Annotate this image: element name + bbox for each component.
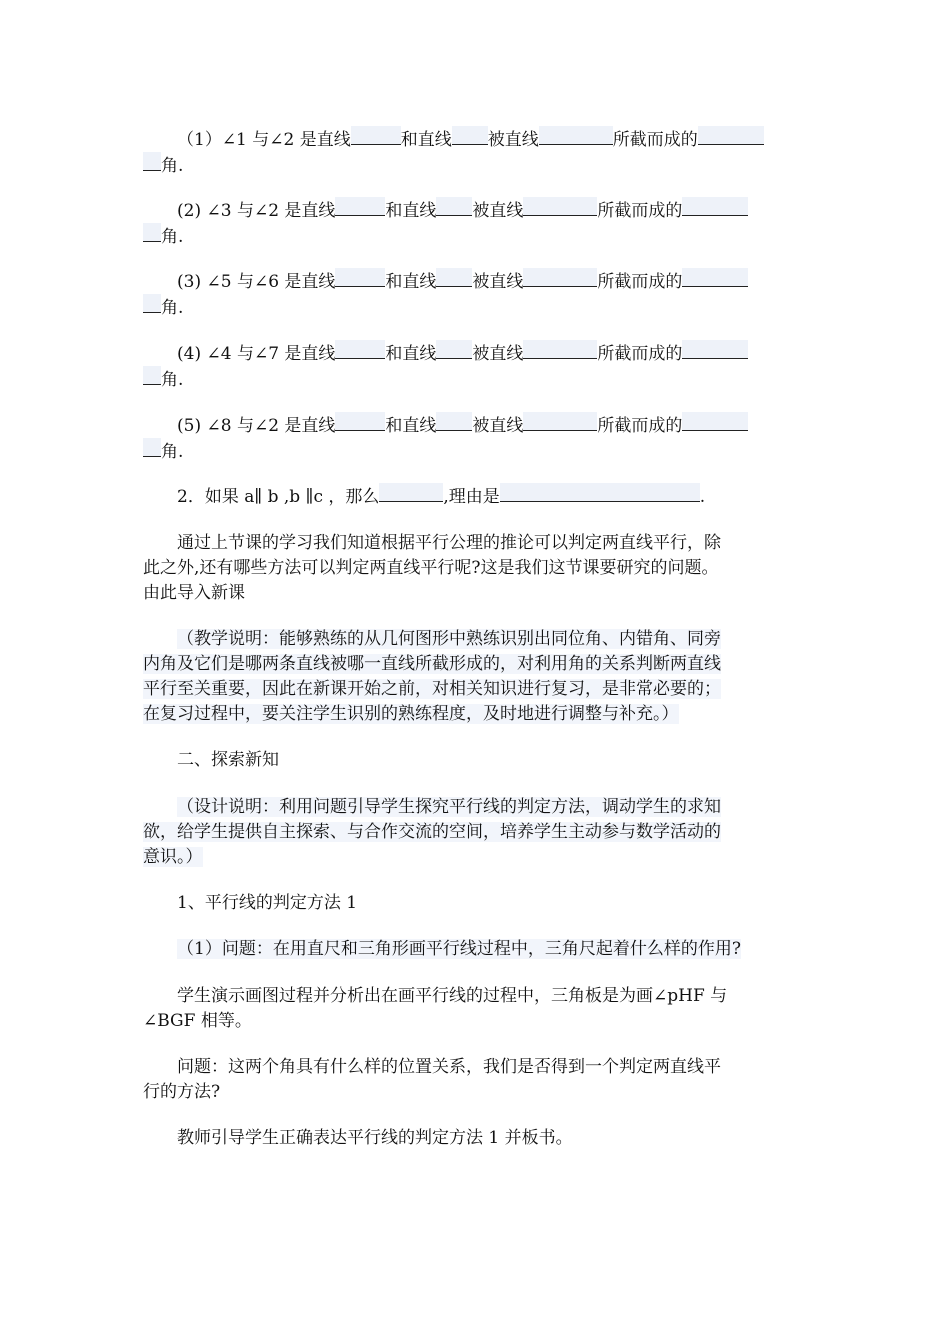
blank[interactable] [143, 152, 161, 171]
question-text: 角. [161, 298, 184, 318]
question-text: 和直线 [385, 416, 437, 436]
design-note-line-2 [143, 820, 803, 845]
blank[interactable] [682, 268, 748, 287]
question-text: 和直线 [385, 201, 437, 221]
design-note-text: （设计说明：利用问题引导学生探究平行线的判定方法，调动学生的求知 [177, 797, 721, 817]
blank[interactable] [500, 483, 700, 502]
ruler-question-text: （1）问题：在用直尺和三角形画平行线过程中，三角尺起着什么样的作用? [177, 939, 741, 959]
question-5 [143, 412, 837, 439]
blank[interactable] [143, 294, 161, 313]
question-text: 被直线 [472, 416, 524, 436]
teaching-note-text: 在复习过程中，要关注学生识别的熟练程度，及时地进行调整与补充。） [143, 704, 679, 724]
question-text: ,理由是 [443, 487, 500, 507]
blank[interactable] [351, 126, 401, 145]
design-note-line-3 [143, 845, 803, 870]
question-text: . [699, 487, 706, 507]
blank[interactable] [523, 197, 597, 216]
intro-line-1: 通过上节课的学习我们知道根据平行公理的推论可以判定两直线平行，除 [177, 533, 721, 553]
question-text: 角. [161, 227, 184, 247]
blank[interactable] [436, 197, 472, 216]
question-text: 和直线 [385, 272, 437, 292]
blank[interactable] [143, 438, 161, 457]
question-text: 角. [161, 442, 184, 462]
design-note-line-1 [143, 795, 837, 820]
question-text: 角. [161, 156, 184, 176]
question-text: 2．如果 a∥ b ,b ∥c ，那么 [177, 487, 380, 507]
question-text: 被直线 [472, 201, 524, 221]
question-text: 被直线 [472, 272, 524, 292]
teaching-note-text: （教学说明：能够熟练的从几何图形中熟练识别出同位角、内错角、同旁 [177, 629, 721, 649]
question-3 [143, 268, 837, 295]
question-text: 和直线 [385, 344, 437, 364]
blank[interactable] [143, 223, 161, 242]
blank[interactable] [682, 197, 748, 216]
design-note-text: 意识。） [143, 847, 203, 867]
question-text: (4) ∠4 与∠7 是直线 [177, 344, 336, 364]
question-1 [143, 126, 837, 153]
section-heading: 二、探索新知 [177, 750, 279, 770]
teaching-note-line-2 [143, 652, 803, 677]
question-text: (5) ∠8 与∠2 是直线 [177, 416, 336, 436]
blank[interactable] [335, 412, 385, 431]
teaching-note-text: 平行至关重要，因此在新课开始之前，对相关知识进行复习，是非常必要的； [143, 679, 721, 699]
blank[interactable] [335, 268, 385, 287]
question-3-cont [143, 294, 803, 321]
blank[interactable] [523, 412, 597, 431]
blank[interactable] [436, 340, 472, 359]
question-5-cont [143, 438, 803, 465]
teacher-line: 教师引导学生正确表达平行线的判定方法 1 并板书。 [177, 1128, 573, 1148]
blank[interactable] [436, 268, 472, 287]
question-4-cont [143, 366, 803, 393]
blank[interactable] [523, 268, 597, 287]
question-line-2: 行的方法? [143, 1082, 221, 1102]
design-note-text: 欲，给学生提供自主探索、与合作交流的空间，培养学生主动参与数学活动的 [143, 822, 721, 842]
question-text: 和直线 [400, 130, 452, 150]
teaching-note-text: 内角及它们是哪两条直线被哪一直线所截形成的，对利用角的关系判断两直线 [143, 654, 721, 674]
question-text: 被直线 [472, 344, 524, 364]
teaching-note-line-3 [143, 677, 803, 702]
question-text: 所截而成的 [612, 130, 698, 150]
blank[interactable] [436, 412, 472, 431]
blank[interactable] [698, 126, 764, 145]
question-text: （1）∠1 与∠2 是直线 [177, 130, 351, 150]
demo-line-2: ∠BGF 相等。 [143, 1011, 252, 1031]
blank[interactable] [682, 412, 748, 431]
blank[interactable] [335, 340, 385, 359]
question-text: 被直线 [487, 130, 539, 150]
demo-line-1: 学生演示画图过程并分析出在画平行线的过程中，三角板是为画∠pHF 与 [177, 986, 728, 1006]
blank[interactable] [143, 366, 161, 385]
question-text: (3) ∠5 与∠6 是直线 [177, 272, 336, 292]
question-2-cont [143, 223, 803, 250]
question-text: (2) ∠3 与∠2 是直线 [177, 201, 336, 221]
ruler-question [143, 937, 837, 962]
teaching-note-line-4 [143, 702, 803, 727]
intro-line-3: 由此导入新课 [143, 583, 245, 603]
blank[interactable] [452, 126, 488, 145]
question-2 [143, 197, 837, 224]
question-1-cont [143, 152, 803, 179]
method-1-title: 1、平行线的判定方法 1 [177, 893, 358, 913]
question-line-1: 问题：这两个角具有什么样的位置关系，我们是否得到一个判定两直线平 [177, 1057, 721, 1077]
question-parallel [143, 483, 837, 510]
teaching-note-line-1 [143, 627, 837, 652]
blank[interactable] [539, 126, 613, 145]
question-text: 所截而成的 [597, 416, 683, 436]
question-4 [143, 340, 837, 367]
question-text: 所截而成的 [597, 201, 683, 221]
intro-line-2: 此之外,还有哪些方法可以判定两直线平行呢?这是我们这节课要研究的问题。 [143, 558, 719, 578]
question-text: 所截而成的 [597, 344, 683, 364]
blank[interactable] [335, 197, 385, 216]
blank[interactable] [379, 483, 443, 502]
blank[interactable] [682, 340, 748, 359]
question-text: 角. [161, 370, 184, 390]
blank[interactable] [523, 340, 597, 359]
question-text: 所截而成的 [597, 272, 683, 292]
